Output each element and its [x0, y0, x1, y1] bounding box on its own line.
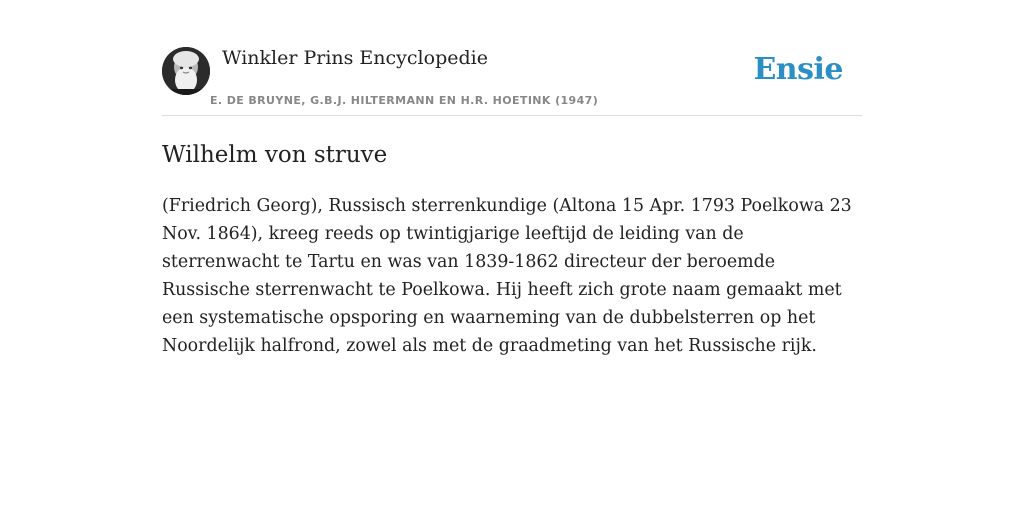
- source-title[interactable]: Winkler Prins Encyclopedie: [222, 47, 488, 69]
- portrait-avatar-icon: [162, 47, 210, 95]
- article-title: Wilhelm von struve: [162, 142, 388, 168]
- brand-logo-link[interactable]: Ensie: [753, 52, 843, 87]
- article-body: (Friedrich Georg), Russisch sterrenkundige (Altona 15 Apr. 1793 Poelkowa 23 Nov. 1864), kreeg reeds op twintigjarige leeftijd de leiding van de sterrenwacht te Tartu en was van 1839-1862 directeur der beroemde Russische sterrenwacht te Poelkowa. Hij heeft zich grote naam gemaakt met een systematische opsporing en waarneming van de dubbelsterren op het Noordelijk halfrond, zowel als met de graadmeting van het Russische rijk.: [162, 196, 852, 356]
- source-header: [162, 0, 862, 116]
- source-authors: E. DE BRUYNE, G.B.J. HILTERMANN EN H.R. HOETINK (1947): [210, 94, 599, 107]
- source-avatar[interactable]: [162, 47, 210, 95]
- page-container: [162, 0, 862, 512]
